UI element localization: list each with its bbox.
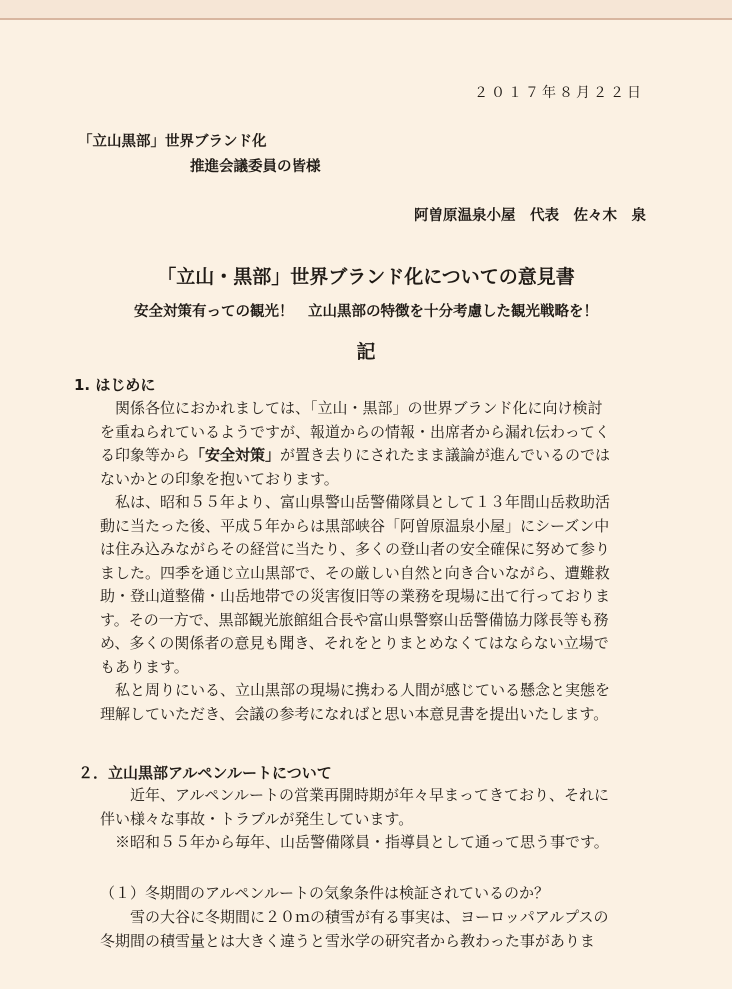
document-title: 「立山・黒部」世界ブランド化についての意見書 [157,266,575,288]
addressee-line-1: 「立山黒部」世界ブランド化 [78,134,267,150]
section-1-body [100,397,650,726]
paragraph-line [100,444,650,468]
paragraph-line: は住み込みながらその経営に当たり、多くの登山者の安全確保に努めて参り [100,540,611,558]
paragraph-line: す。その一方で、黒部観光旅館組合長や富山県警察山岳警備協力隊長等も務 [100,610,609,629]
paragraph-line: ました。四季を通じ立山黒部で、その厳しい自然と向き合いながら、遭難救 [100,563,610,582]
paragraph-line: 近年、アルペンルートの営業再開時期が年々早まってきており、それに [100,786,610,804]
document-date: ２０１７年８月２２日 [474,85,644,101]
paragraph-line: 助・登山道整備・山岳地帯での災害復旧等の業務を現場に出て行っておりま [100,587,611,605]
section-2-body [100,784,650,855]
paragraph-line: ないかとの印象を抱いております。 [100,469,339,488]
paragraph-line: 関係各位におかれましては、「立山・黒部」の世界ブランド化に向け検討 [100,399,603,417]
paragraph-line: 理解していただき、会議の参考になればと思い本意見書を提出いたします。 [100,704,609,723]
addressee-line-2: 推進会議委員の皆様 [190,159,321,175]
paragraph-line: ※昭和５５年から毎年、山岳警備隊員・指導員として通って思う事です。 [100,833,609,851]
paragraph-line: 冬期間の積雪量とは大きく違うと雪氷学の研究者から教わった事がありま [100,931,595,950]
text-segment: が置き去りにされたまま議論が進んでいるのでは [280,446,611,464]
subsection-1-body [100,906,650,953]
section-1-heading: 1. はじめに [74,376,156,394]
paragraph-line: 動に当たった後、平成５年からは黒部峡谷「阿曽原温泉小屋」にシーズン中 [100,516,610,535]
paragraph-line: もあります。 [100,657,189,676]
section-2-heading: ２．立山黒部アルペンルートについて [78,764,332,782]
paragraph-line: め、多くの関係者の意見も聞き、それをとりまとめなくてはならない立場で [100,634,609,652]
document-subtitle: 安全対策有っての観光！ 立山黒部の特徴を十分考慮した観光戦略を！ [134,304,598,320]
subsection-1-heading: （１）冬期間のアルペンルートの気象条件は検証されているのか？ [100,884,550,902]
emphasis-safety: 「安全対策」 [190,446,281,464]
paragraph-line: 私は、昭和５５年より、富山県警山岳警備隊員として１３年間山岳救助活 [100,493,611,511]
paragraph-line: を重ねられているようですが、報道からの情報・出席者から漏れ伝わってく [100,422,610,441]
paragraph-line: 雪の大谷に冬期間に２０ｍの積雪が有る事実は、ヨーロッパアルプスの [100,908,609,926]
sender: 阿曽原温泉小屋 代表 佐々木 泉 [414,208,646,224]
ki-marker: 記 [356,341,376,363]
text-segment: る印象等から [100,446,191,464]
paragraph-line: 私と周りにいる、立山黒部の現場に携わる人間が感じている懸念と実態を [100,681,611,699]
paragraph-line: 伴い様々な事故・トラブルが発生しています。 [100,809,414,828]
